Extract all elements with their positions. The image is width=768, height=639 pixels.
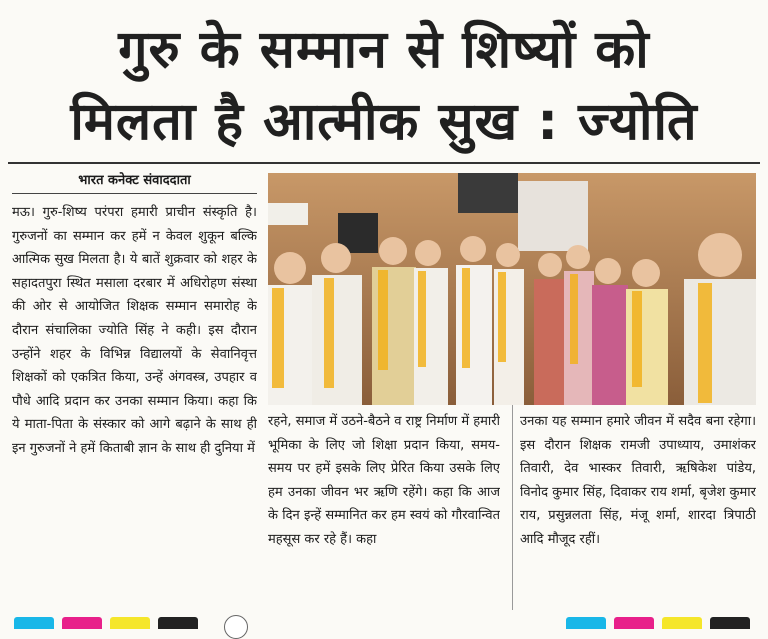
registration-target-icon	[224, 615, 248, 639]
column-divider	[512, 405, 513, 610]
headline-line-1: गुरु के सम्मान से शिष्यों को	[118, 20, 650, 80]
registration-mark-magenta-right	[614, 617, 654, 629]
byline: भारत कनेक्ट संवाददाता	[78, 173, 191, 188]
photo-illustration	[268, 173, 756, 405]
byline-rule	[12, 193, 257, 194]
registration-mark-cyan-right	[566, 617, 606, 629]
headline	[14, 14, 754, 158]
group-photo	[268, 173, 756, 405]
article-column-1: मऊ। गुरु-शिष्य परंपरा हमारी प्राचीन संस्कृति है। गुरुजनों का सम्मान कर हमें न केवल शुकून बल्कि आत्मिक सुख मिलता है। ये बातें शुक्रवार को शहर के सहादतपुरा स्थित मसाला दरबार में अधिरोहण संस्था की ओर से आयोजित शिक्षक सम्मान समारोह के दौरान संचालिका ज्योति सिंह ने कही। इस दौरान उन्होंने शहर के विभिन्न विद्यालयों के सेवानिवृत्त शिक्षकों को एकत्रित किया, उन्हें अंगवस्त्र, उपहार व पौधे आदि प्रदान कर उनका सम्मान किया। कहा कि ये माता-पिता के संस्कार को आगे बढ़ाने के साथ ही इन गुरुजनों ने हमें किताबी ज्ञान के साथ ही दुनिया में	[12, 205, 257, 456]
registration-mark-cyan	[14, 617, 54, 629]
headline-rule	[8, 162, 760, 164]
article-column-3: उनका यह सम्मान हमारे जीवन में सदैव बना रहेगा। इस दौरान शिक्षक रामजी उपाध्याय, उमाशंकर तिवारी, देव भास्कर तिवारी, ऋषिकेश पांडेय, विनोद कुमार सिंह, दिवाकर राय शर्मा, बृजेश कुमार राय, प्रसुन्नलता सिंह, मंजू शर्मा, शारदा त्रिपाठी आदि मौजूद रहीं।	[520, 414, 756, 547]
article-column-2: रहने, समाज में उठने-बैठने व राष्ट्र निर्माण में हमारी भूमिका के लिए जो शिक्षा प्रदान किया, समय-समय पर हमें इसके लिए प्रेरित किया उसके लिए हम उनका जीवन भर ऋणि रहेंगे। कहा कि आज के दिन इन्हें सम्मानित कर हम स्वयं को गौरवान्वित महसूस कर रहे हैं। कहा	[268, 414, 500, 547]
registration-mark-black	[158, 617, 198, 629]
headline-line-2: मिलता है आत्मीक सुख : ज्योति	[70, 92, 698, 152]
registration-mark-yellow-right	[662, 617, 702, 629]
registration-mark-magenta	[62, 617, 102, 629]
registration-mark-yellow	[110, 617, 150, 629]
registration-mark-black-right	[710, 617, 750, 629]
